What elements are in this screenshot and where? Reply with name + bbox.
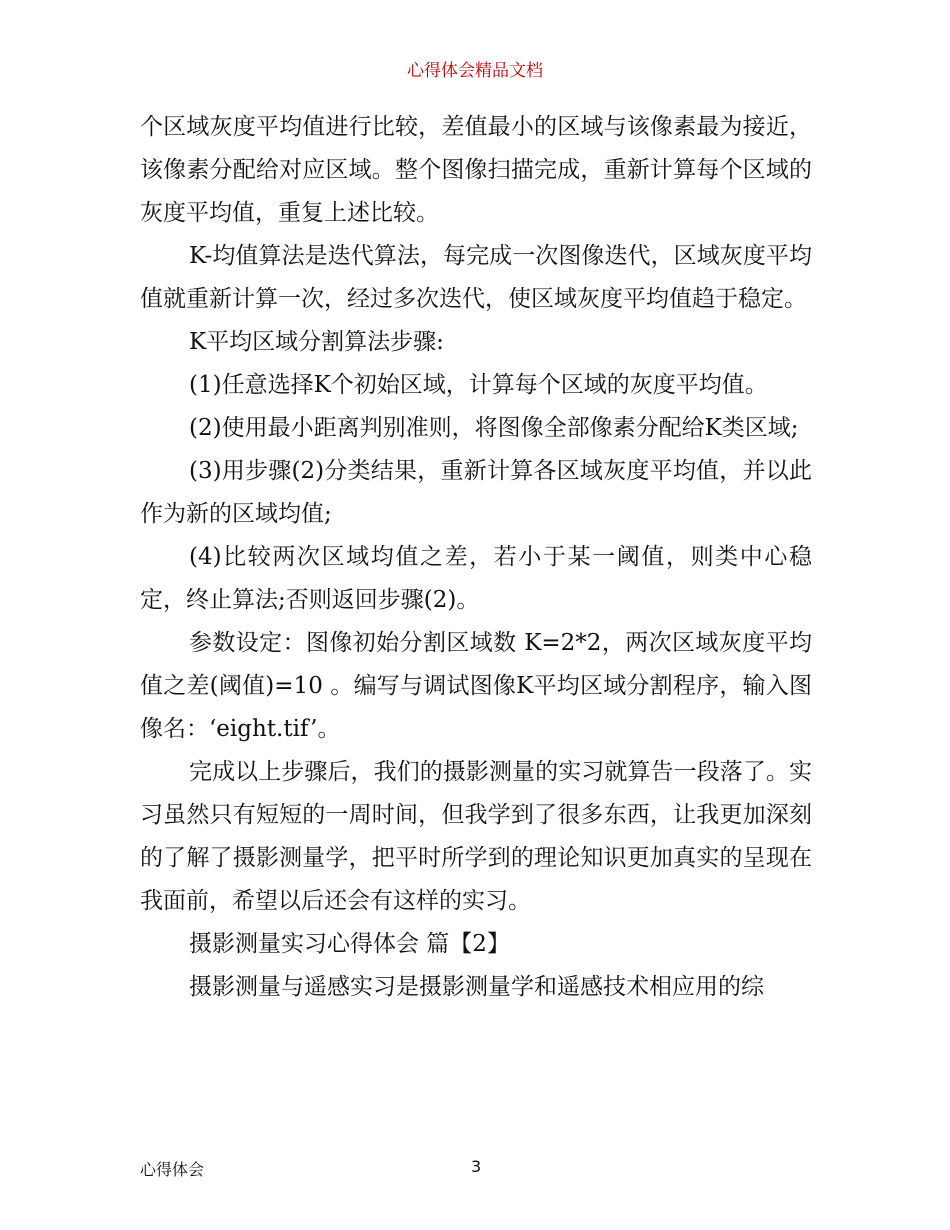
page-number: 3 bbox=[471, 1157, 482, 1176]
paragraph-step-2: (2)使用最小距离判别准则，将图像全部像素分配给K类区域; bbox=[189, 415, 799, 441]
paragraph-part-2-start: 摄影测量与遥感实习是摄影测量学和遥感技术相应用的综 bbox=[189, 974, 764, 1000]
paragraph-conclusion: 完成以上步骤后，我们的摄影测量的实习就算告一段落了。实习虽然只有短短的一周时间，但我学到了很多东西，让我更加深刻的了解了摄影测量学，把平时所学到的理论知识更加真实的呈现在我面前，希望以后还会有这样的实习。 bbox=[140, 759, 812, 914]
paragraph-step-1: (1)任意选择K个初始区域，计算每个区域的灰度平均值。 bbox=[189, 372, 768, 398]
section-heading-part-2: 摄影测量实习心得体会 篇【2】 bbox=[189, 931, 510, 957]
document-body bbox=[140, 106, 812, 1009]
footer-label: 心得体会 bbox=[140, 1160, 205, 1179]
paragraph-step-3: (3)用步骤(2)分类结果，重新计算各区域灰度平均值，并以此作为新的区域均值; bbox=[140, 458, 812, 527]
paragraph-kmeans-intro: K-均值算法是迭代算法，每完成一次图像迭代，区域灰度平均值就重新计算一次，经过多次迭代，使区域灰度平均值趋于稳定。 bbox=[140, 243, 812, 312]
paragraph-steps-heading: K平均区域分割算法步骤: bbox=[189, 329, 444, 355]
paragraph-parameters: 参数设定：图像初始分割区域数 K=2*2，两次区域灰度平均值之差(阈值)=10 。编写与调试图像K平均区域分割程序，输入图像名：‘eight.tif’。 bbox=[140, 630, 812, 742]
paragraph-continuation: 个区域灰度平均值进行比较，差值最小的区域与该像素最为接近，该像素分配给对应区域。整个图像扫描完成，重新计算每个区域的灰度平均值，重复上述比较。 bbox=[140, 114, 812, 226]
paragraph-step-4: (4)比较两次区域均值之差，若小于某一阈值，则类中心稳定，终止算法;否则返回步骤(2)。 bbox=[140, 544, 812, 613]
document-header-title: 心得体会精品文档 bbox=[407, 61, 543, 81]
